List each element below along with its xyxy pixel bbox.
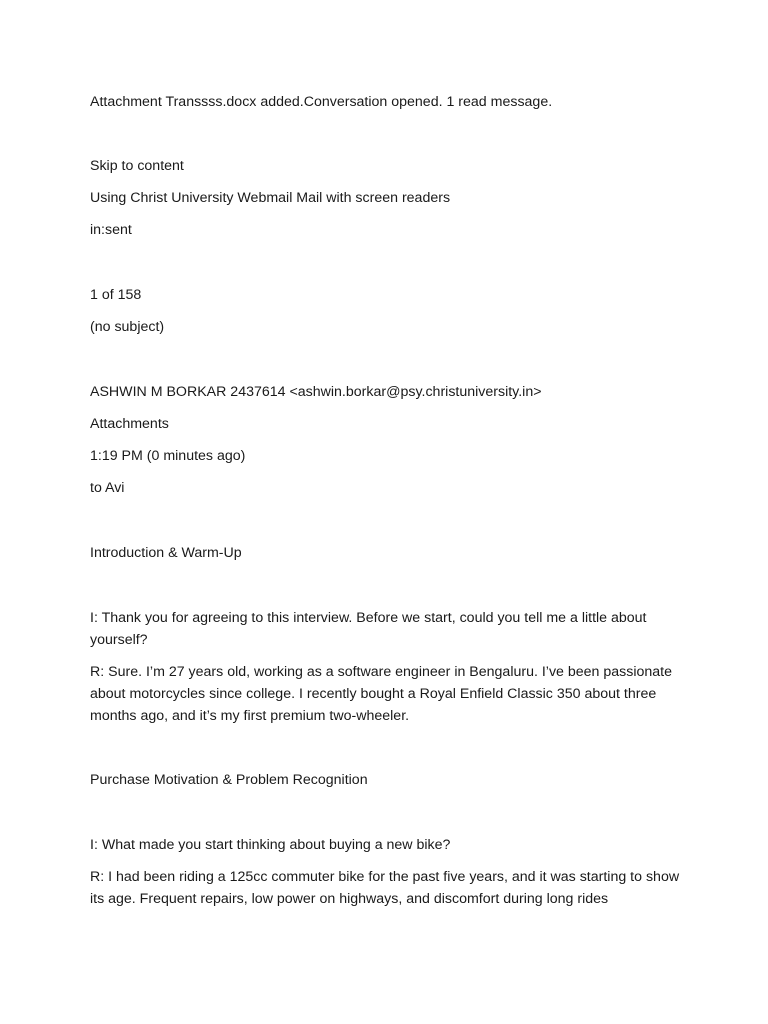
sender-address[interactable]: ASHWIN M BORKAR 2437614 <ashwin.borkar@psy.christuniversity.in> <box>90 384 542 400</box>
interview-answer-1: R: Sure. I’m 27 years old, working as a software engineer in Bengaluru. I’ve been passionate about motorcycles since college. I recently bought a Royal Enfield Classic 350 about three months ago, and it’s my first premium two-wheeler. <box>90 664 673 724</box>
recipient-line[interactable]: to Avi <box>90 480 125 496</box>
skip-to-content-link[interactable]: Skip to content <box>90 158 184 174</box>
search-query[interactable]: in:sent <box>90 222 132 238</box>
section-heading-purchase: Purchase Motivation & Problem Recognition <box>90 772 368 788</box>
interview-question-1: I: Thank you for agreeing to this interview. Before we start, could you tell me a little about yourself? <box>90 610 647 648</box>
email-timestamp: 1:19 PM (0 minutes ago) <box>90 448 246 464</box>
interview-question-2: I: What made you start thinking about buying a new bike? <box>90 837 451 853</box>
pagination-count: 1 of 158 <box>90 287 142 303</box>
screen-reader-help-link[interactable]: Using Christ University Webmail Mail with screen readers <box>90 190 451 206</box>
status-message: Attachment Transsss.docx added.Conversation opened. 1 read message. <box>90 94 553 110</box>
attachments-label[interactable]: Attachments <box>90 416 169 432</box>
email-subject: (no subject) <box>90 319 165 335</box>
interview-answer-2: R: I had been riding a 125cc commuter bike for the past five years, and it was starting to show its age. Frequent repairs, low power on highways, and discomfort during long rides <box>90 869 680 907</box>
section-heading-intro: Introduction & Warm-Up <box>90 545 242 561</box>
